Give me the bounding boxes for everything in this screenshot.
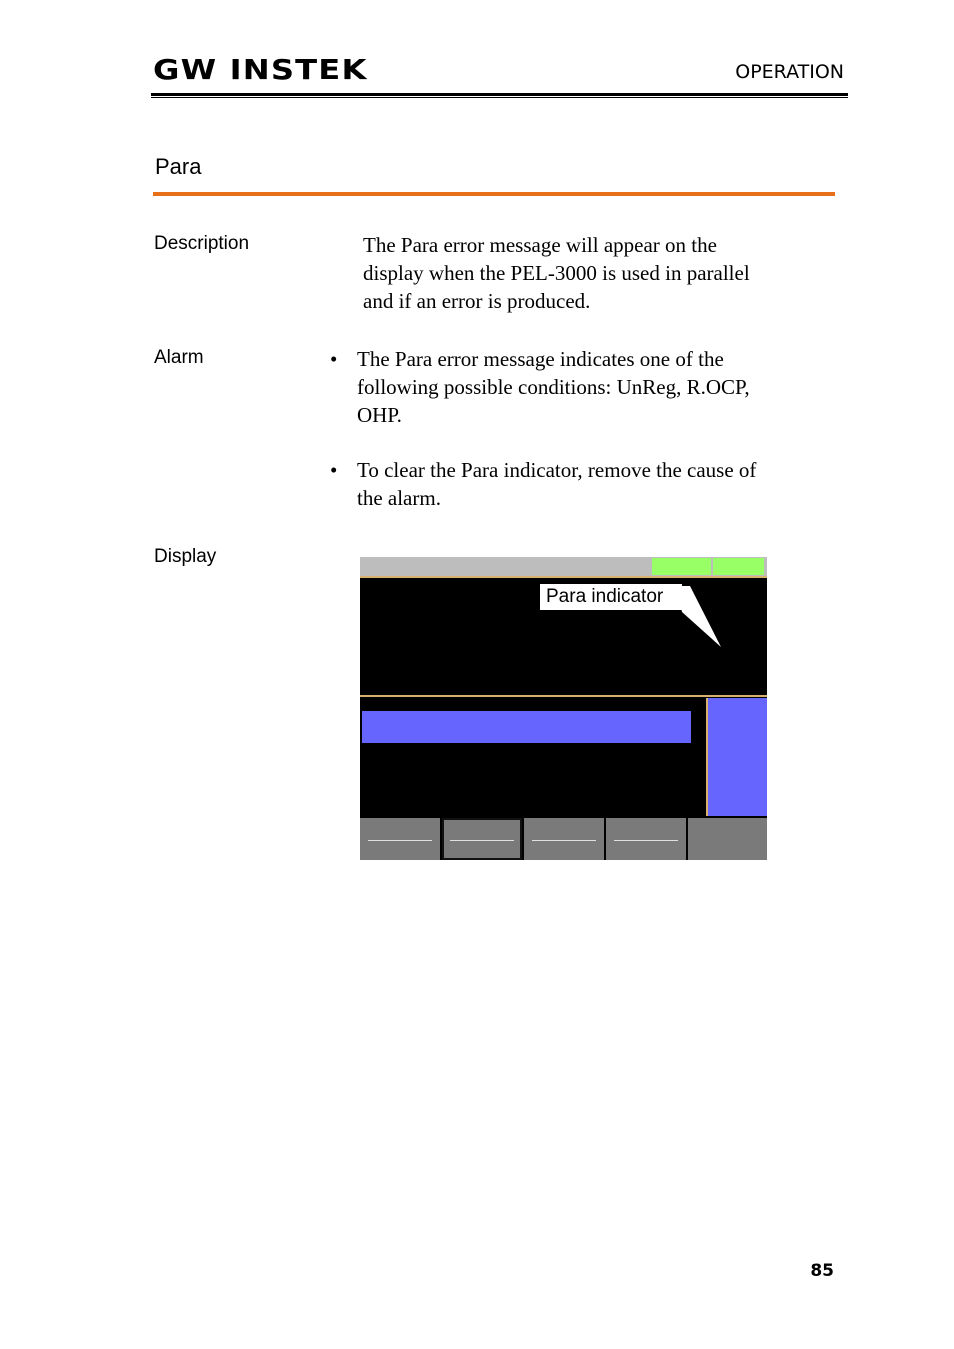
side-panel (708, 698, 767, 816)
title-rule (153, 192, 835, 196)
soft-key-1[interactable] (360, 818, 440, 860)
description-line: The Para error message will appear on the (363, 233, 717, 257)
soft-key-3[interactable] (524, 818, 604, 860)
soft-key-5[interactable] (688, 818, 767, 860)
alarm-line: following possible conditions: UnReg, R.OCP, (357, 375, 750, 399)
status-indicator (713, 558, 764, 575)
page-title: Para (155, 154, 202, 179)
bullet-dot: • (330, 458, 338, 482)
highlight-bar (362, 711, 691, 743)
para-indicator-status (652, 558, 711, 575)
display-label: Display (154, 546, 217, 567)
soft-key-line (614, 840, 678, 841)
alarm-bullet-1 (357, 345, 750, 429)
description-line: and if an error is produced. (363, 289, 591, 313)
soft-key-2[interactable] (442, 818, 522, 860)
alarm-line: The Para error message indicates one of the (357, 347, 724, 371)
screen-divider (360, 576, 767, 578)
soft-key-4[interactable] (606, 818, 686, 860)
description-label: Description (154, 233, 250, 254)
screen-divider (360, 695, 767, 697)
alarm-bullet-2 (357, 456, 756, 512)
soft-key-line (450, 840, 514, 841)
para-indicator-callout: Para indicator (540, 584, 682, 610)
alarm-line: OHP. (357, 403, 402, 427)
alarm-line: the alarm. (357, 486, 441, 510)
header-rule (151, 93, 848, 96)
page-number: 85 (810, 1261, 834, 1281)
alarm-label: Alarm (154, 347, 204, 368)
section-label: OPERATION (735, 61, 844, 83)
bullet-dot: • (330, 347, 338, 371)
description-text (363, 231, 750, 315)
header-rule-thin (151, 97, 848, 98)
gw-instek-logo: GW INSTEK (153, 53, 368, 86)
soft-key-line (368, 840, 432, 841)
soft-key-line (532, 840, 596, 841)
description-line: display when the PEL-3000 is used in parallel (363, 261, 750, 285)
alarm-line: To clear the Para indicator, remove the cause of (357, 458, 757, 482)
